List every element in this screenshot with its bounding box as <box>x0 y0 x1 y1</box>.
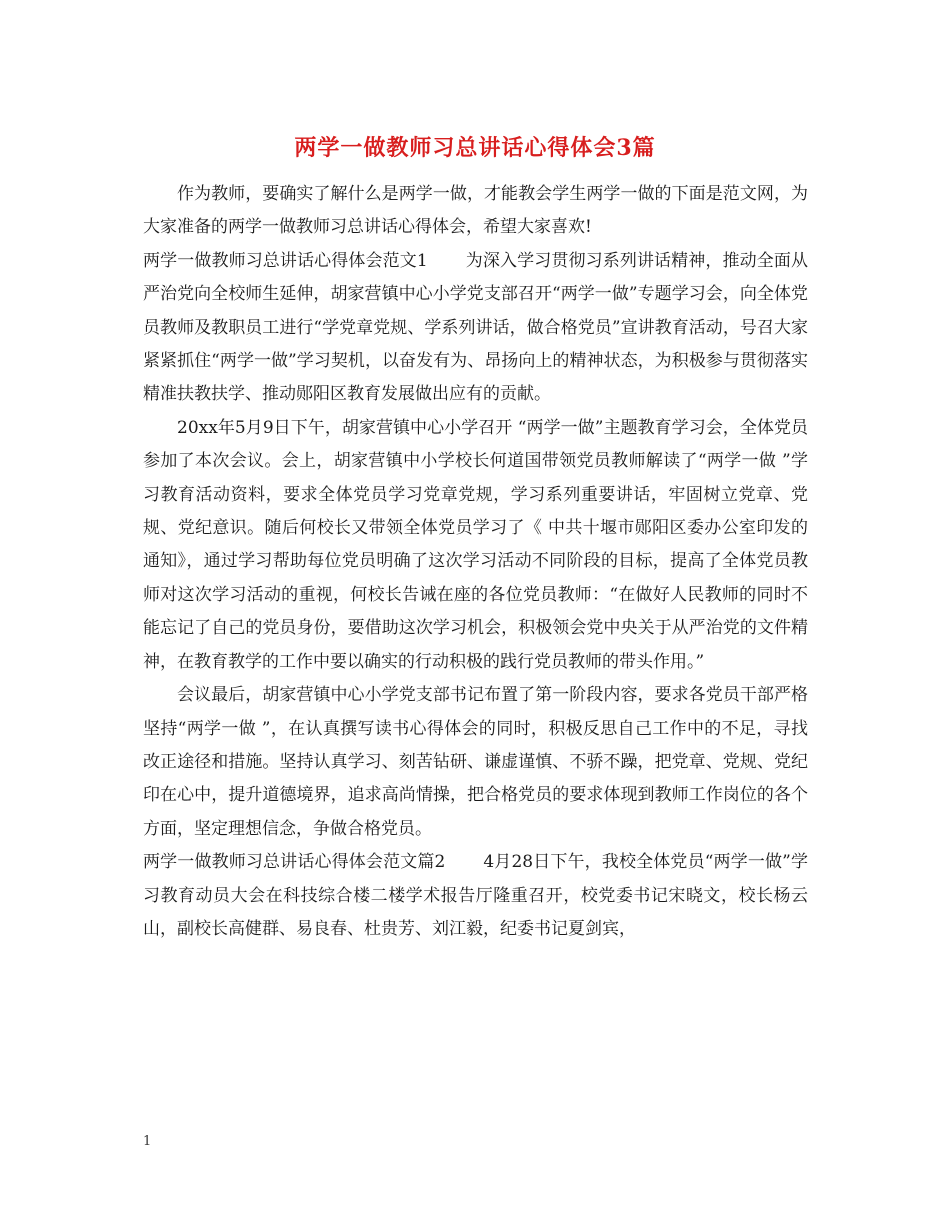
section1-paragraph-3: 会议最后，胡家营镇中心小学党支部书记布置了第一阶段内容，要求各党员干部严格坚持“两学一做 ”，在认真撰写读书心得体会的同时，积极反思自己工作中的不足，寻找改正途径和措施。坚持认真学习、刻苦钻研、谦虚谨慎、不骄不躁，把党章、党规、党纪印在心中，提升道德境界，追求高尚情操，把合格党员的要求体现到教师工作岗位的各个方面，坚定理想信念，争做合格党员。 <box>143 685 808 839</box>
section1-paragraph-2: 20xx年5月9日下午，胡家营镇中心小学召开 “两学一做”主题教育学习会，全体党员参加了本次会议。会上，胡家营镇中小学校长何道国带领党员教师解读了“两学一做 ”学习教育活动资料，要求全体党员学习党章党规，学习系列重要讲话，牢固树立党章、党规、党纪意识。随后何校长又带领全体党员学习了《 中共十堰市郧阳区委办公室印发的通知》，通过学习帮助每位党员明确了这次学习活动不同阶段的目标，提高了全体党员教师对这次学习活动的重视，何校长告诫在座的各位党员教师：“在做好人民教师的同时不能忘记了自己的党员身份，要借助这次学习机会，积极领会党中央关于从严治党的文件精神，在教育教学的工作中要以确实的行动积极的践行党员教师的带头作用。” <box>143 417 808 672</box>
section1-first-paragraph <box>143 245 808 412</box>
section1-heading: 两学一做教师习总讲话心得体会范文1 <box>143 250 428 271</box>
document-body <box>143 178 808 946</box>
intro-paragraph: 作为教师，要确实了解什么是两学一做，才能教会学生两学一做的下面是范文网，为大家准备的两学一做教师习总讲话心得体会，希望大家喜欢! <box>143 184 808 238</box>
section2-paragraph-1: 4月28日下午，我校全体党员“两学一做”学习教育动员大会在科技综合楼二楼学术报告厅隆重召开，校党委书记宋晓文，校长杨云山，副校长高健群、易良春、杜贵芳、刘江毅，纪委书记夏剑宾， <box>143 852 808 939</box>
page-number: 1 <box>143 1134 152 1149</box>
section2-heading: 两学一做教师习总讲话心得体会范文篇2 <box>143 852 446 873</box>
section1-paragraph-1: 为深入学习贯彻习系列讲话精神，推动全面从严治党向全校师生延伸，胡家营镇中心小学党支部召开“两学一做”专题学习会，向全体党员教师及教职员工进行“学党章党规、学系列讲话，做合格党员”宣讲教育活动，号召大家紧紧抓住“两学一做”学习契机，以奋发有为、昂扬向上的精神状态，为积极参与贯彻落实精准扶教扶学、推动郧阳区教育发展做出应有的贡献。 <box>143 250 808 405</box>
section2-first-paragraph <box>143 846 808 946</box>
document-title: 两学一做教师习总讲话心得体会3篇 <box>294 135 656 161</box>
